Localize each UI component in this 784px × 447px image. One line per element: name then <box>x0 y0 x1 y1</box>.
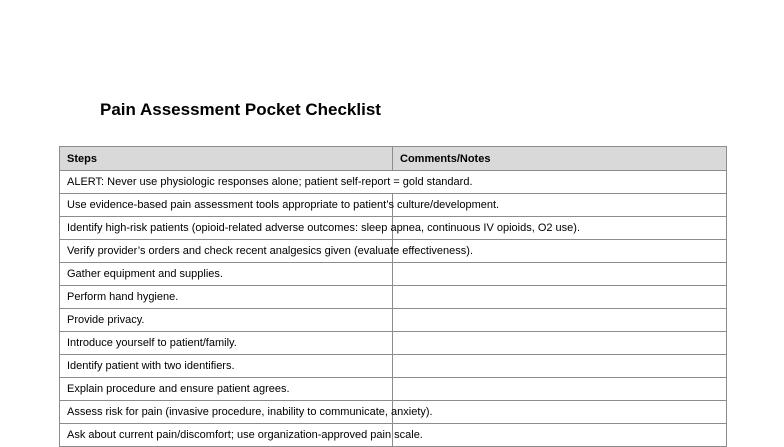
comment-cell[interactable] <box>393 424 727 447</box>
comment-cell[interactable] <box>393 263 727 286</box>
page-title: Pain Assessment Pocket Checklist <box>100 100 381 119</box>
table-row <box>60 332 727 355</box>
comment-cell[interactable] <box>393 332 727 355</box>
table-row <box>60 263 727 286</box>
table-header-row <box>60 147 727 171</box>
table-row <box>60 286 727 309</box>
step-cell: Verify provider’s orders and check recent analgesics given (evaluate effectiveness). <box>60 240 393 263</box>
step-cell: Gather equipment and supplies. <box>60 263 393 286</box>
table-row <box>60 378 727 401</box>
step-cell: Assess risk for pain (invasive procedure, inability to communicate, anxiety). <box>60 401 393 424</box>
step-cell: Identify patient with two identifiers. <box>60 355 393 378</box>
table-row <box>60 217 727 240</box>
comment-cell[interactable] <box>393 378 727 401</box>
table-row <box>60 424 727 447</box>
column-header-steps: Steps <box>60 147 393 171</box>
step-cell: Introduce yourself to patient/family. <box>60 332 393 355</box>
table-row <box>60 401 727 424</box>
comment-cell[interactable] <box>393 286 727 309</box>
column-header-comments: Comments/Notes <box>393 147 727 171</box>
step-cell: Perform hand hygiene. <box>60 286 393 309</box>
step-cell: Use evidence-based pain assessment tools appropriate to patient’s culture/development. <box>60 194 393 217</box>
step-cell: ALERT: Never use physiologic responses alone; patient self-report = gold standard. <box>60 171 727 194</box>
table-row <box>60 309 727 332</box>
checklist-table <box>59 146 727 447</box>
comment-cell[interactable] <box>393 309 727 332</box>
table-row <box>60 171 727 194</box>
table-row <box>60 194 727 217</box>
step-cell: Explain procedure and ensure patient agrees. <box>60 378 393 401</box>
comment-cell[interactable] <box>393 401 727 424</box>
step-cell: Provide privacy. <box>60 309 393 332</box>
table-row <box>60 355 727 378</box>
step-cell: Ask about current pain/discomfort; use organization-approved pain scale. <box>60 424 393 447</box>
step-cell: Identify high-risk patients (opioid-related adverse outcomes: sleep apnea, continuous IV opioids, O2 use). <box>60 217 393 240</box>
comment-cell[interactable] <box>393 355 727 378</box>
table-row <box>60 240 727 263</box>
